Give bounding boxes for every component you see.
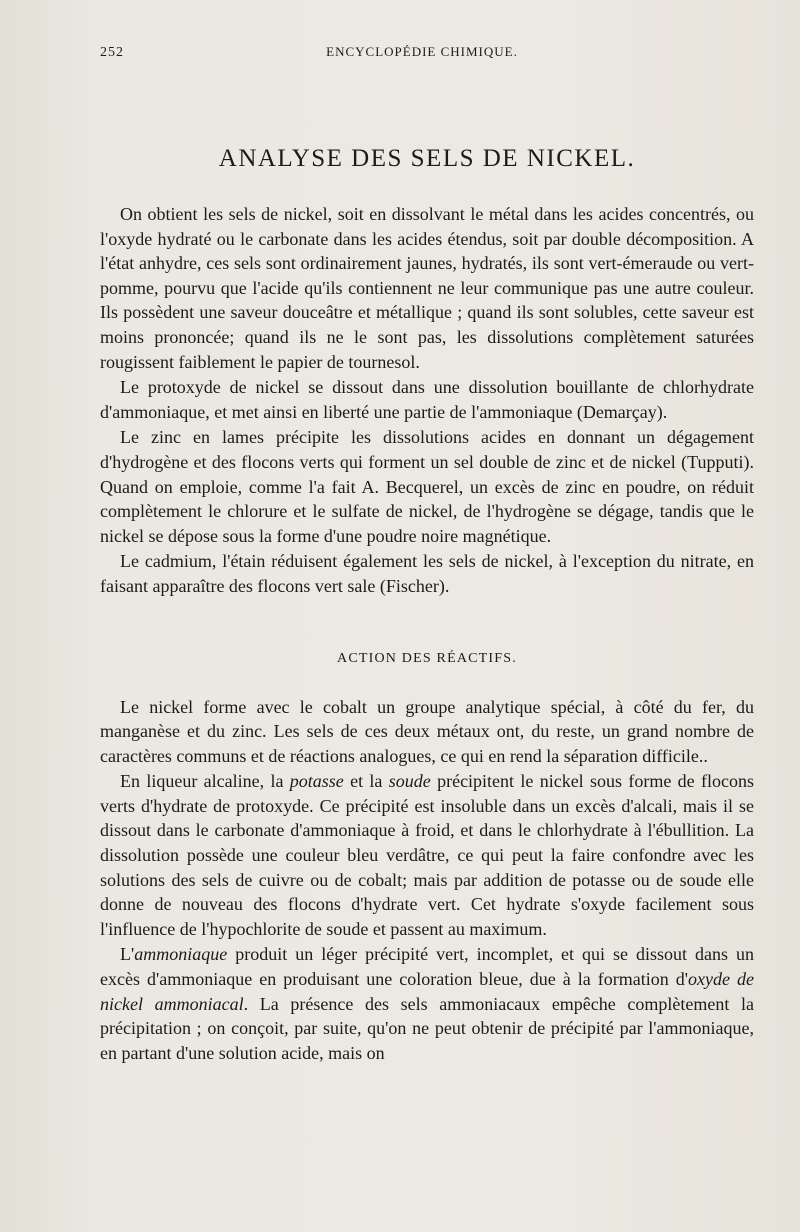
paragraph: Le nickel forme avec le cobalt un groupe analytique spécial, à côté du fer, du manganèse et du zinc. Les sels de ces deux métaux ont, du reste, un grand nombre de caractères communs et de réactions analogues, ce qui en rend la séparation difficile.. — [100, 696, 754, 766]
section-text — [100, 695, 754, 1066]
running-title: ENCYCLOPÉDIE CHIMIQUE. — [326, 44, 518, 59]
chapter-title: ANALYSE DES SELS DE NICKEL. — [218, 145, 636, 172]
reagent-term: potasse — [289, 771, 344, 792]
paragraph: On obtient les sels de nickel, soit en dissolvant le métal dans les acides concentrés, ou l'oxyde hydraté ou le carbonate dans les acides étendus, soit par double décomposition. A l'état anhydre, ces sels sont ordinairement jaunes, hydratés, ils sont vert-émeraude ou vert-pomme, pourvu que l'acide qu'ils contiennent ne leur communique pas une autre couleur. Ils possèdent une saveur douceâtre et métallique ; quand ils sont solubles, cette saveur est moins prononcée; quand ils ne le sont pas, les dissolutions complètement saturées rougissent faiblement le papier de tournesol. — [100, 204, 754, 372]
paragraph: En liqueur alcaline, la potasse et la soude précipitent le nickel sous forme de flocons verts d'hydrate de protoxyde. Ce précipité est insoluble dans un excès d'alcali, mais il se dissout dans le carbonate d'ammoniaque à froid, et dans le chlorhydrate à l'ébullition. La dissolution possède une couleur bleu verdâtre, ce qui peut la faire confondre avec les solutions des sels de cuivre ou de cobalt; mais par addition de potasse ou de soude elle donne de nouveau des flocons d'hydrate vert. Cet hydrate s'oxyde facilement sous l'influence de l'hypochlorite de soude et passent au maximum. — [100, 771, 754, 939]
compound-term: oxyde de nickel ammoniacal — [100, 969, 754, 1014]
reagent-term: ammoniaque — [134, 944, 228, 965]
intro-text — [100, 202, 754, 599]
running-head — [100, 44, 754, 66]
paragraph: L'ammoniaque produit un léger précipité vert, incomplet, et qui se dissout dans un excès d'ammoniaque en produisant une coloration bleue, due à la formation d'oxyde de nickel ammoniacal. La présence des sels ammoniacaux empêche complètement la précipitation ; on conçoit, par suite, qu'on ne peut obtenir de précipité par l'ammoniaque, en partant d'une solution acide, mais on — [100, 944, 754, 1063]
section-heading: ACTION DES RÉACTIFS. — [337, 650, 517, 666]
paragraph: Le protoxyde de nickel se dissout dans une dissolution bouillante de chlorhydrate d'ammoniaque, et met ainsi en liberté une partie de l'ammoniaque (Demarçay). — [100, 377, 754, 422]
paragraph: Le zinc en lames précipite les dissolutions acides en donnant un dégagement d'hydrogène et des flocons verts qui forment un sel double de zinc et de nickel (Tupputi). Quand on emploie, comme l'a fait A. Becquerel, un excès de zinc en poudre, on réduit complètement le chlorure et le sulfate de nickel, de l'hydrogène se dégage, tandis que le nickel se dépose sous la forme d'une poudre noire magnétique. — [100, 427, 754, 546]
page-number: 252 — [100, 45, 124, 60]
paragraph: Le cadmium, l'étain réduisent également les sels de nickel, à l'exception du nitrate, en faisant apparaître des flocons vert sale (Fischer). — [100, 551, 754, 596]
reagent-term: soude — [388, 771, 431, 792]
